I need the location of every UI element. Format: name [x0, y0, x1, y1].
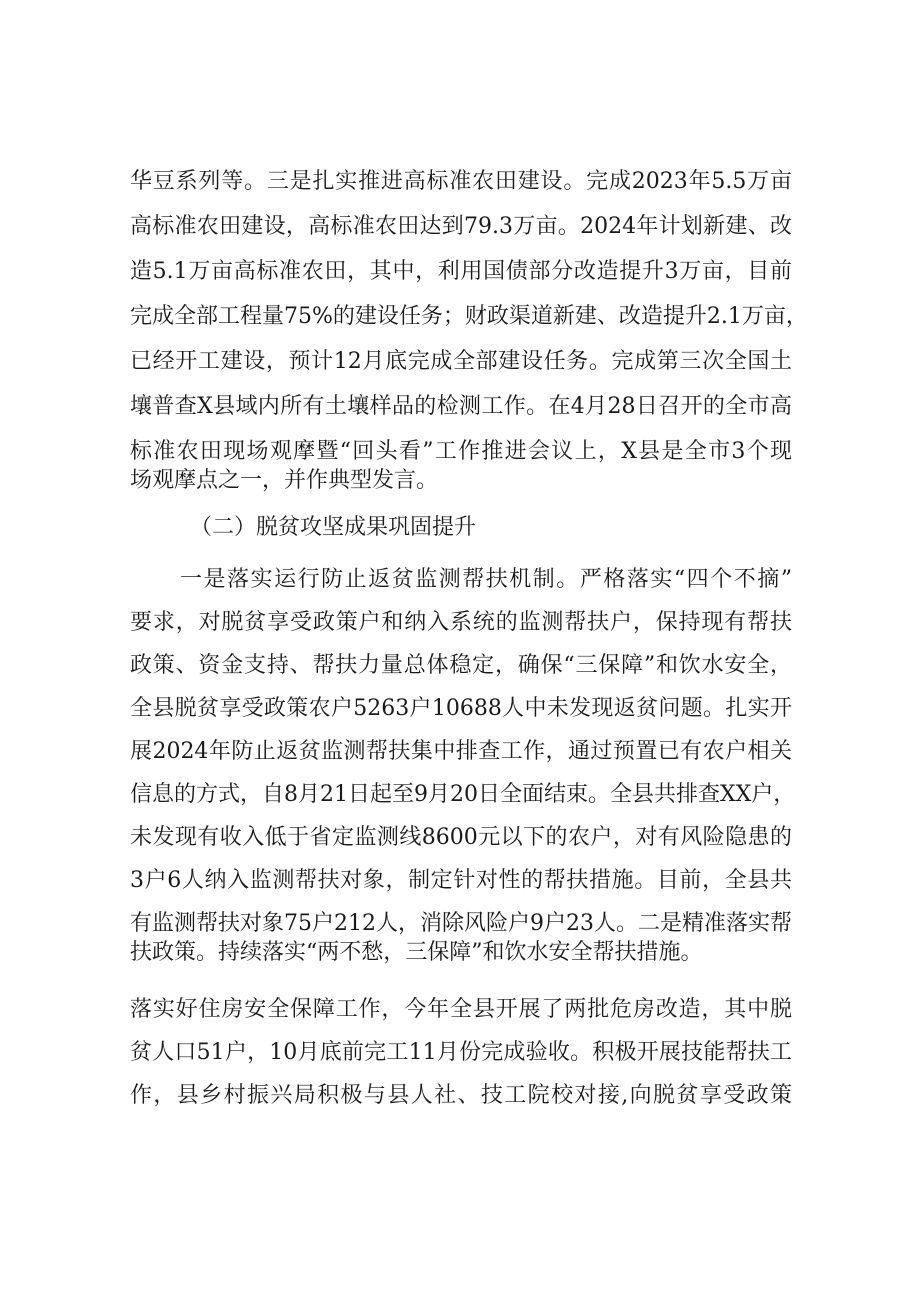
- paragraph-2-line-8: 3户6人纳入监测帮扶对象，制定针对性的帮扶措施。目前，全县共: [130, 868, 792, 893]
- paragraph-2-line-7: 未发现有收入低于省定监测线8600元以下的农户，对有风险隐患的: [130, 825, 792, 850]
- paragraph-3-line-1: 落实好住房安全保障工作，今年全县开展了两批危房改造，其中脱: [130, 997, 792, 1022]
- paragraph-2-line-6: 信息的方式，自8月21日起至9月20日全面结束。全县共排查XX户，: [130, 782, 796, 807]
- paragraph-2-line-10: 扶政策。持续落实“两不愁，三保障”和饮水安全帮扶措施。: [130, 940, 703, 965]
- paragraph-2-line-1: 一是落实运行防止返贫监测帮扶机制。严格落实“四个不摘”: [180, 567, 792, 592]
- paragraph-3-line-2: 贫人口51户，10月底前完工11月份完成验收。积极开展技能帮扶工: [130, 1040, 792, 1065]
- paragraph-2-line-5: 展2024年防止返贫监测帮扶集中排查工作，通过预置已有农户相关: [130, 739, 792, 764]
- paragraph-2-line-4: 全县脱贫享受政策农户5263户10688人中未发现返贫问题。扎实开: [130, 696, 792, 721]
- section-heading: （二）脱贫攻坚成果巩固提升: [190, 515, 477, 540]
- paragraph-1-line-6: 壤普查X县域内所有土壤样品的检测工作。在4月28日召开的全市高: [130, 394, 792, 419]
- paragraph-1-line-7: 标准农田现场观摩暨“回头看”工作推进会议上，X县是全市3个现: [130, 439, 792, 464]
- paragraph-2-line-2: 要求，对脱贫享受政策户和纳入系统的监测帮扶户，保持现有帮扶: [130, 610, 792, 635]
- paragraph-1-line-1: 华豆系列等。三是扎实推进高标准农田建设。完成2023年5.5万亩: [130, 169, 792, 194]
- paragraph-1-line-4: 完成全部工程量75%的建设任务；财政渠道新建、改造提升2.1万亩，: [130, 304, 808, 329]
- paragraph-1-line-8: 场观摩点之一，并作典型发言。: [130, 468, 439, 493]
- paragraph-1-line-2: 高标准农田建设，高标准农田达到79.3万亩。2024年计划新建、改: [130, 214, 792, 239]
- paragraph-2-line-3: 政策、资金支持、帮扶力量总体稳定，确保“三保障”和饮水安全，: [130, 653, 792, 678]
- paragraph-1-line-3: 造5.1万亩高标准农田，其中，利用国债部分改造提升3万亩，目前: [130, 259, 792, 284]
- paragraph-3-line-3: 作，县乡村振兴局积极与县人社、技工院校对接,向脱贫享受政策: [130, 1083, 792, 1108]
- paragraph-1-line-5: 已经开工建设，预计12月底完成全部建设任务。完成第三次全国土: [130, 349, 792, 374]
- paragraph-2-line-9: 有监测帮扶对象75户212人，消除风险户9户23人。二是精准落实帮: [130, 911, 792, 936]
